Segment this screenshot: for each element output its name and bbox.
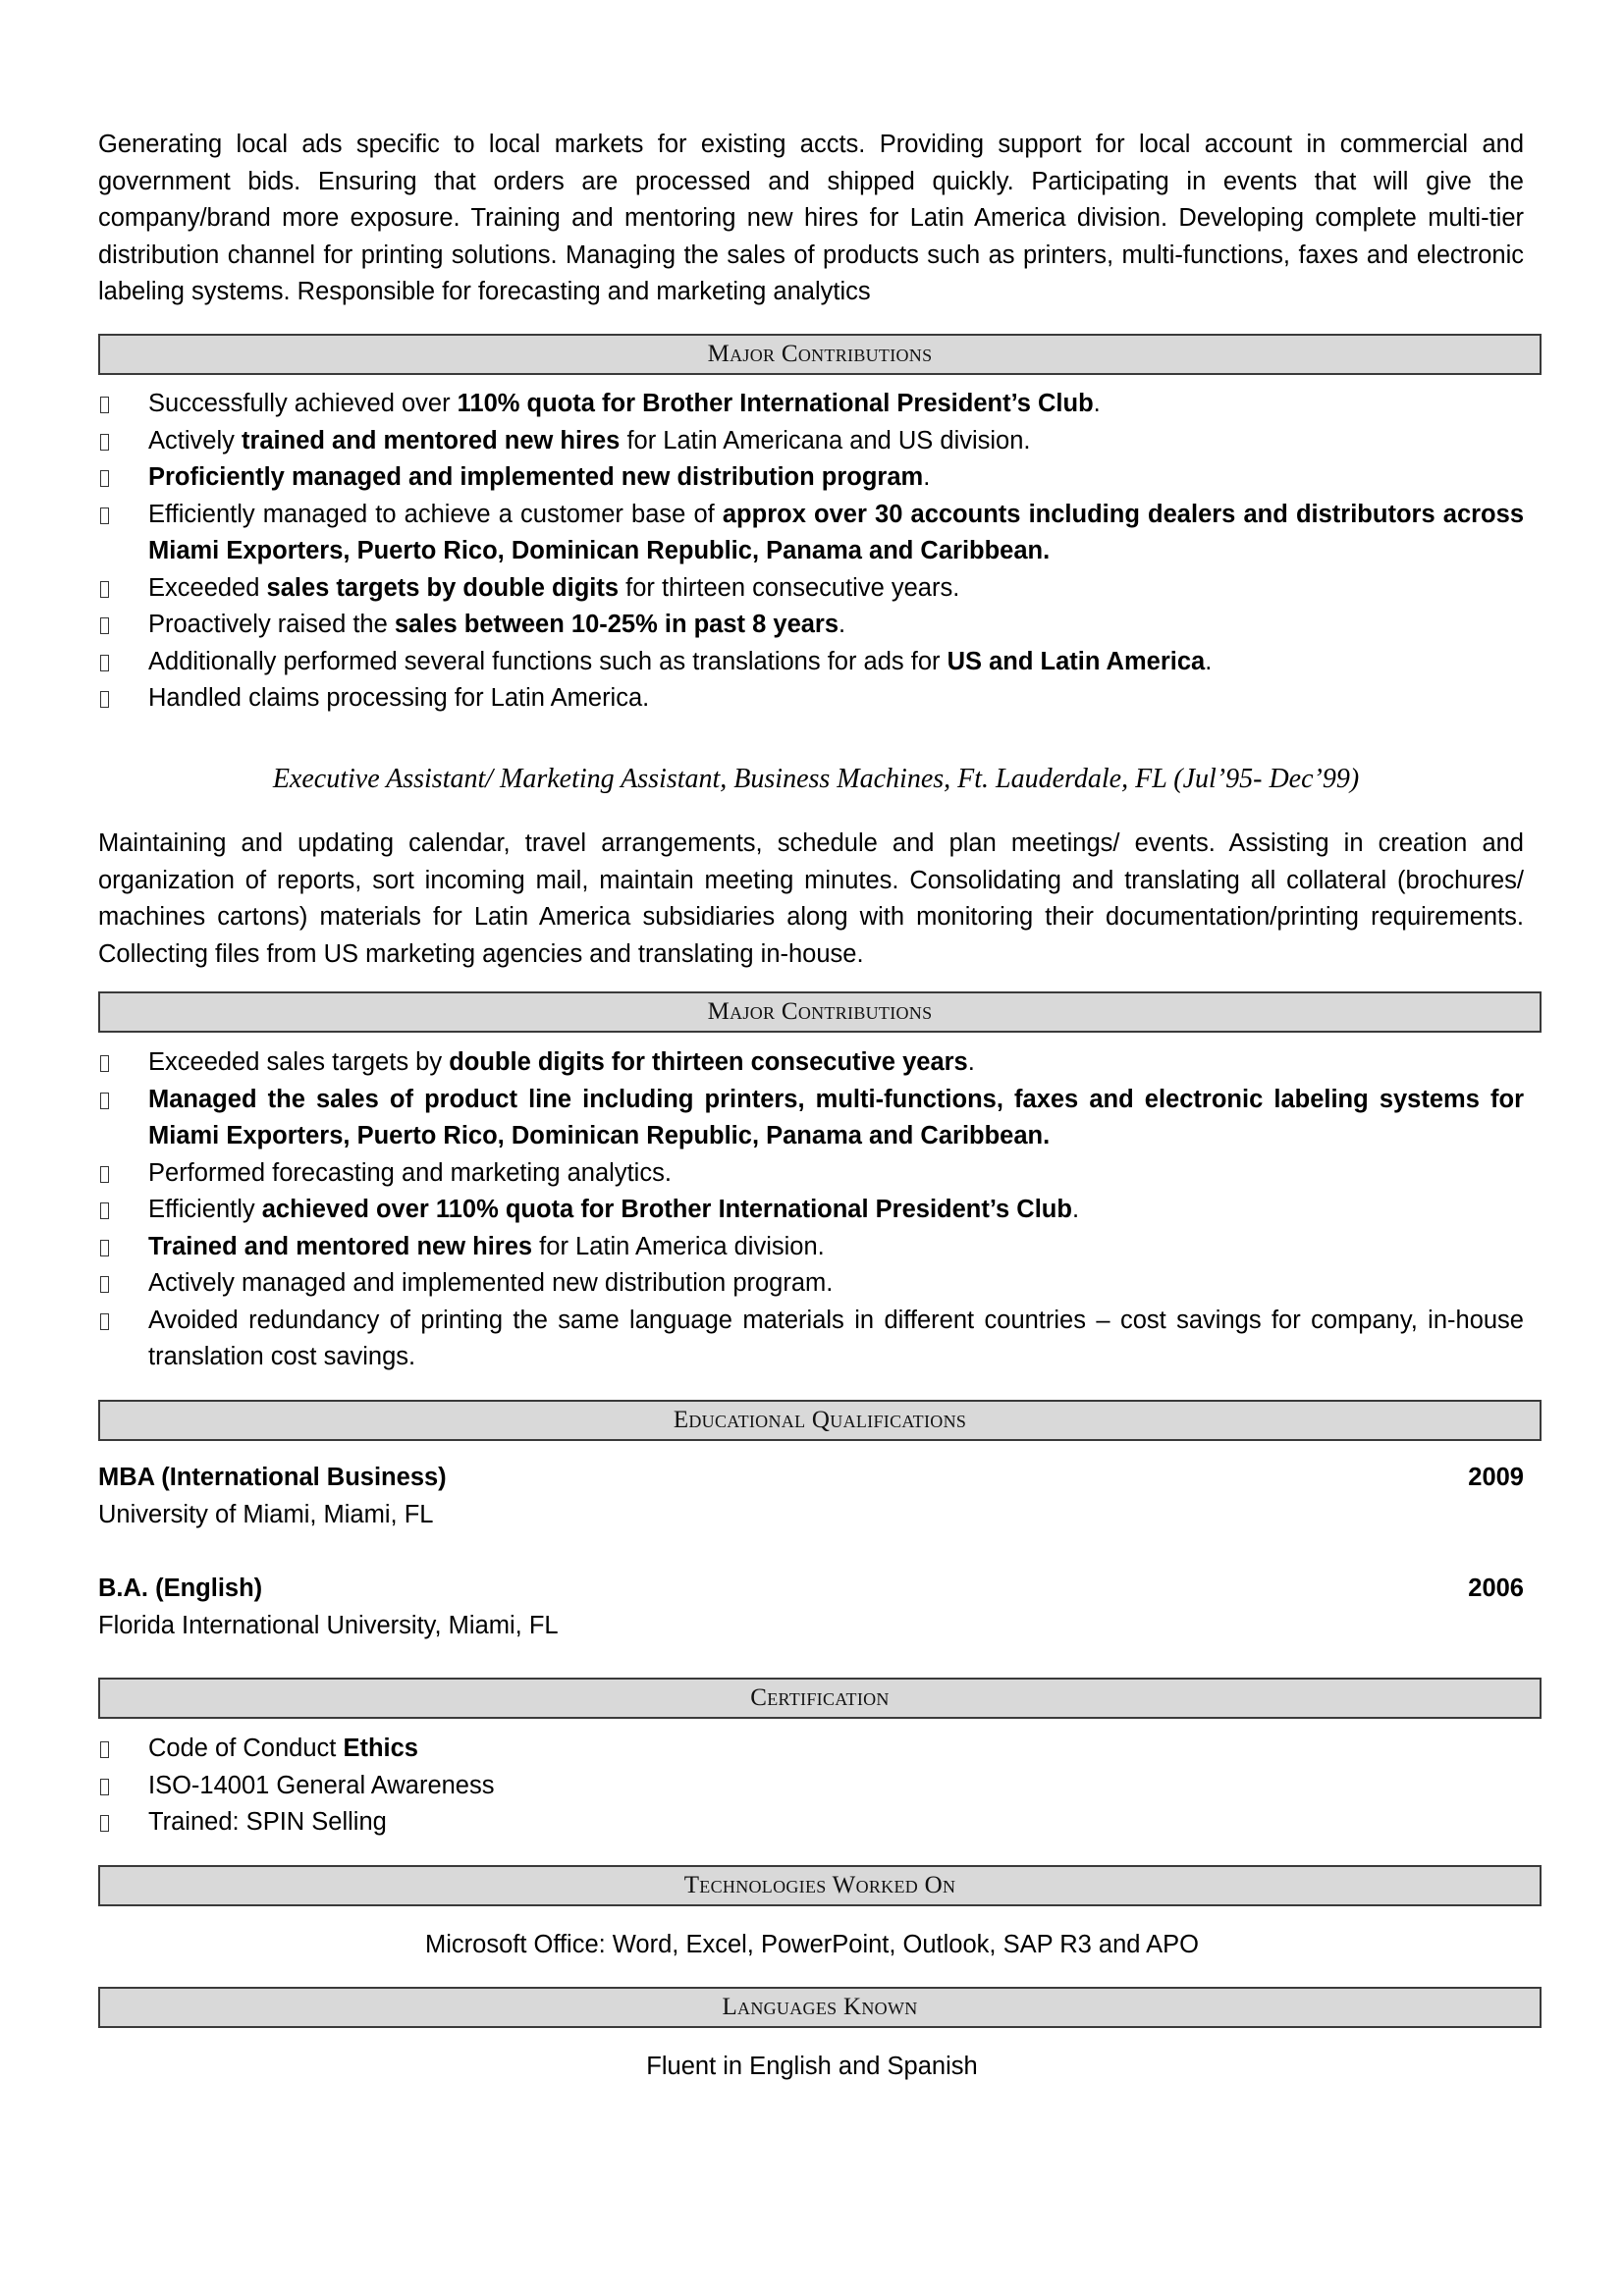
- section-header-education: [98, 1400, 1542, 1441]
- list-item: Performed forecasting and marketing analytics.: [98, 1155, 1524, 1193]
- bullet-icon: [100, 691, 109, 708]
- job-description-paragraph: Maintaining and updating calendar, travel arrangements, schedule and plan meetings/ events. Assisting in creation and organization of reports, sort incoming mail, maintain meeting minutes. Consolidating and translating all collateral (brochures/ machines cartons) materials for Latin America subsidiaries along with monitoring their documentation/printing requirements. Collecting files from US marketing agencies and translating in-house.: [98, 829, 1524, 968]
- section-header-major-contributions: [98, 334, 1542, 375]
- bullet-icon: [100, 1240, 109, 1256]
- list-item: Handled claims processing for Latin America.: [98, 680, 1524, 718]
- list-item: Efficiently managed to achieve a customer base of approx over 30 accounts including dealers and distributors across Miami Exporters, Puerto Rico, Dominican Republic, Panama and Caribbean.: [98, 497, 1524, 570]
- list-item: ISO-14001 General Awareness: [98, 1768, 1524, 1805]
- bullet-icon: [100, 434, 109, 451]
- bullet-icon: [100, 1779, 109, 1795]
- section-title: Major Contributions: [707, 341, 933, 367]
- degree-year: 2006: [1468, 1575, 1524, 1602]
- education-entry: [98, 1460, 1524, 1533]
- list-item: Successfully achieved over 110% quota for Brother International President’s Club.: [98, 386, 1524, 423]
- bullet-icon: [100, 1815, 109, 1832]
- list-item: Efficiently achieved over 110% quota for Brother International President’s Club.: [98, 1192, 1524, 1229]
- bullet-icon: [100, 1093, 109, 1109]
- section-title: Certification: [750, 1684, 890, 1711]
- bullet-icon: [100, 1055, 109, 1072]
- job-title-heading: Executive Assistant/ Marketing Assistant, Business Machines, Ft. Lauderdale, FL (Jul’95- Dec’99): [272, 764, 1360, 794]
- languages-text: Fluent in English and Spanish: [646, 2053, 978, 2080]
- bullet-icon: [100, 655, 109, 671]
- bullet-icon: [100, 581, 109, 598]
- list-item: Trained and mentored new hires for Latin America division.: [98, 1229, 1524, 1266]
- list-item: Trained: SPIN Selling: [98, 1804, 1524, 1842]
- list-item: Managed the sales of product line including printers, multi-functions, faxes and electronic labeling systems for Miami Exporters, Puerto Rico, Dominican Republic, Panama and Caribbean.: [98, 1082, 1524, 1155]
- bullet-icon: [100, 1202, 109, 1219]
- school-name: University of Miami, Miami, FL: [98, 1500, 434, 1528]
- list-item: Additionally performed several functions such as translations for ads for US and Latin America.: [98, 644, 1524, 681]
- list-item: Actively managed and implemented new distribution program.: [98, 1265, 1524, 1303]
- list-item: Exceeded sales targets by double digits for thirteen consecutive years.: [98, 1044, 1524, 1082]
- list-item: Proactively raised the sales between 10-25% in past 8 years.: [98, 607, 1524, 644]
- bullet-icon: [100, 1313, 109, 1330]
- section-title: Languages Known: [722, 1994, 918, 2020]
- bullet-icon: [100, 1276, 109, 1293]
- section-title: Technologies Worked On: [683, 1872, 956, 1898]
- list-item: Proficiently managed and implemented new distribution program.: [98, 459, 1524, 497]
- bullet-icon: [100, 397, 109, 413]
- list-item: Code of Conduct Ethics: [98, 1731, 1524, 1768]
- bullet-icon: [100, 617, 109, 634]
- bullet-icon: [100, 470, 109, 487]
- school-name: Florida International University, Miami, FL: [98, 1611, 559, 1639]
- education-entry: [98, 1571, 1524, 1644]
- technologies-text: Microsoft Office: Word, Excel, PowerPoint, Outlook, SAP R3 and APO: [424, 1931, 1199, 1958]
- section-header-major-contributions: [98, 991, 1542, 1033]
- section-title: Major Contributions: [707, 998, 933, 1025]
- major-contributions-list-2: [98, 1044, 1524, 1376]
- degree-name: MBA (International Business): [98, 1464, 447, 1491]
- bullet-icon: [100, 1741, 109, 1758]
- bullet-icon: [100, 1166, 109, 1183]
- section-header-languages: [98, 1987, 1542, 2028]
- list-item: Actively trained and mentored new hires for Latin Americana and US division.: [98, 423, 1524, 460]
- list-item: Exceeded sales targets by double digits for thirteen consecutive years.: [98, 570, 1524, 608]
- degree-year: 2009: [1468, 1464, 1524, 1491]
- job-description-paragraph: Generating local ads specific to local markets for existing accts. Providing support for local account in commercial and government bids. Ensuring that orders are processed and shipped quickly. Participating in events that will give the company/brand more exposure. Training and mentoring new hires for Latin America division. Developing complete multi-tier distribution channel for printing solutions. Managing the sales of products such as printers, multi-functions, faxes and electronic labeling systems. Responsible for forecasting and marketing analytics: [98, 131, 1524, 305]
- section-header-certification: [98, 1678, 1542, 1719]
- certification-list: [98, 1731, 1524, 1842]
- section-header-technologies: [98, 1865, 1542, 1906]
- list-item: Avoided redundancy of printing the same language materials in different countries – cost savings for company, in-house translation cost savings.: [98, 1303, 1524, 1376]
- bullet-icon: [100, 507, 109, 524]
- section-title: Educational Qualifications: [673, 1407, 967, 1433]
- degree-name: B.A. (English): [98, 1575, 263, 1602]
- major-contributions-list-1: [98, 386, 1524, 718]
